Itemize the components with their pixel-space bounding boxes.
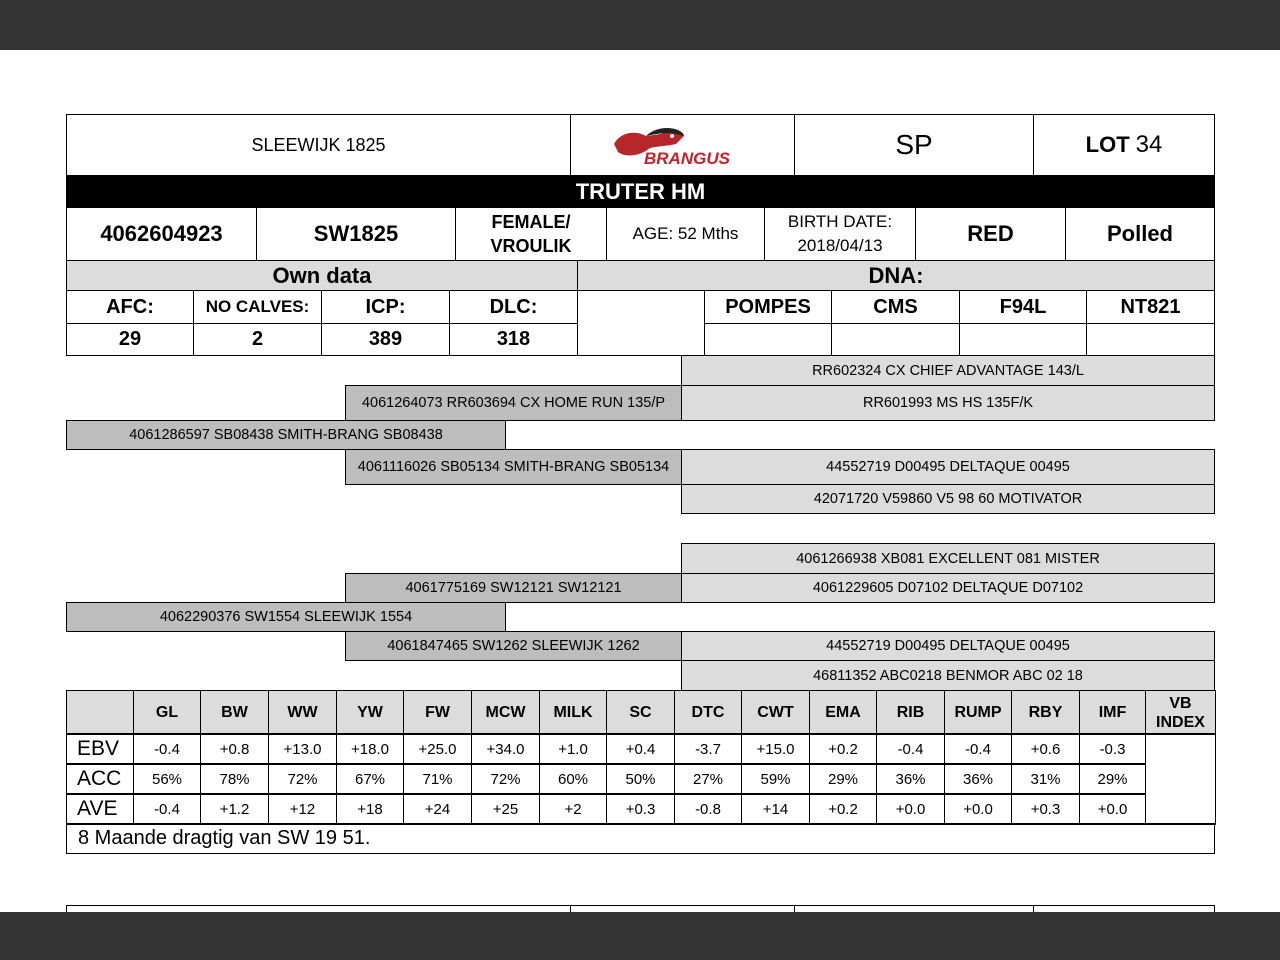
own-data-value [321, 323, 450, 356]
calves-value: 2 [251, 328, 264, 350]
lot-number: 34 [1135, 131, 1163, 158]
ebv-row-label: EBV [66, 733, 134, 765]
pedigree-dam-dam-dam [681, 660, 1215, 691]
dna-blank-cell [577, 290, 705, 356]
pedigree-text: 44552719 D00495 DELTAQUE 00495 [826, 638, 1070, 654]
dna-header [1086, 290, 1215, 324]
ebv-corner [66, 690, 134, 735]
ebv-row-label: ACC [66, 763, 134, 795]
animal-age-text: AGE: 52 Mths [632, 224, 739, 243]
ebv-value: +14 [741, 793, 810, 825]
pedigree-text: 4061286597 SB08438 SMITH-BRANG SB08438 [129, 427, 443, 443]
pedigree-dam [66, 602, 506, 632]
own-data-header [66, 290, 194, 324]
ebv-value: 56% [133, 763, 201, 795]
ebv-value: +1.0 [539, 733, 607, 765]
pedigree-text: 42071720 V59860 V5 98 60 MOTIVATOR [813, 491, 1083, 507]
ebv-value: +2 [539, 793, 607, 825]
ebv-value: +13.0 [268, 733, 337, 765]
animal-id [66, 207, 257, 261]
ebv-value: +25.0 [403, 733, 472, 765]
birth-date-cell [764, 207, 916, 261]
farm-name [66, 114, 571, 176]
pedigree-dam-sire [345, 573, 682, 603]
pedigree-sire-sire [345, 385, 682, 421]
owner-bar [66, 175, 1215, 208]
pedigree-text: 4061775169 SW12121 SW12121 [405, 580, 622, 596]
icp-header: ICP: [365, 295, 406, 318]
animal-id-text: 4062604923 [100, 221, 223, 246]
code-cell [794, 114, 1034, 176]
ebv-value: +0.8 [200, 733, 269, 765]
ebv-value: +25 [471, 793, 540, 825]
ebv-value: +0.0 [944, 793, 1012, 825]
ebv-header: DTC [674, 690, 742, 735]
animal-horn [1065, 207, 1215, 261]
ebv-header: CWT [741, 690, 810, 735]
pedigree-dam-sire-dam [681, 573, 1215, 603]
ebv-value: -0.4 [876, 733, 945, 765]
dlc-header: DLC: [489, 295, 538, 318]
ebv-value: +15.0 [741, 733, 810, 765]
ebv-header: FW [403, 690, 472, 735]
ebv-value: 29% [809, 763, 877, 795]
vb-line2: INDEX [1156, 713, 1205, 731]
afc-header: AFC: [106, 295, 154, 318]
animal-color-text: RED [967, 221, 1014, 246]
ebv-header: RBY [1011, 690, 1080, 735]
ebv-header: MILK [539, 690, 607, 735]
ebv-value: 71% [403, 763, 472, 795]
animal-age [606, 207, 765, 261]
own-data-header [193, 290, 322, 324]
animal-sex [455, 207, 607, 261]
own-data-header [449, 290, 578, 324]
pedigree-text: 4061847465 SW1262 SLEEWIJK 1262 [387, 638, 640, 654]
ebv-value: +18.0 [336, 733, 404, 765]
animal-tattoo [256, 207, 456, 261]
pedigree-sire-dam-dam [681, 484, 1215, 514]
pedigree-text: 4061116026 SB05134 SMITH-BRANG SB05134 [357, 459, 670, 475]
ebv-value: +1.2 [200, 793, 269, 825]
own-data-value [449, 323, 578, 356]
ebv-row-label: AVE [66, 793, 134, 825]
pedigree-text: 4061229605 D07102 DELTAQUE D07102 [812, 580, 1084, 596]
pedigree-text: 4061264073 RR603694 CX HOME RUN 135/P [361, 395, 666, 411]
top-bar [0, 0, 1280, 50]
pedigree-sire-sire-sire [681, 355, 1215, 386]
ebv-value: 72% [471, 763, 540, 795]
ebv-value: -0.4 [133, 733, 201, 765]
ebv-value: +24 [403, 793, 472, 825]
ebv-value: +18 [336, 793, 404, 825]
next-page-edge [66, 905, 1215, 912]
pedigree-text: 44552719 D00495 DELTAQUE 00495 [826, 459, 1070, 475]
ebv-value: -3.7 [674, 733, 742, 765]
dna-value [959, 323, 1087, 356]
afc-value: 29 [118, 328, 142, 350]
code-text: SP [895, 129, 933, 160]
ebv-value: +0.2 [809, 793, 877, 825]
pedigree-text: 4062290376 SW1554 SLEEWIJK 1554 [159, 609, 413, 625]
sex-line2: VROULIK [490, 236, 572, 256]
lot-cell [1033, 114, 1215, 176]
pedigree-text: 4061266938 XB081 EXCELLENT 081 MISTER [796, 550, 1100, 567]
birth-label: BIRTH DATE: [787, 212, 893, 231]
lot-label: LOT [1085, 132, 1130, 157]
dlc-value: 318 [496, 328, 531, 350]
icp-value: 389 [368, 328, 403, 350]
ebv-header: WW [268, 690, 337, 735]
dna-header [959, 290, 1087, 324]
dna-title [577, 260, 1215, 291]
farm-name-text: SLEEWIJK 1825 [251, 134, 386, 155]
pedigree-sire [66, 420, 506, 450]
note [66, 823, 1215, 854]
dna-f94l: F94L [999, 295, 1047, 318]
dna-cms: CMS [873, 295, 918, 318]
ebv-value: 72% [268, 763, 337, 795]
dna-value [704, 323, 832, 356]
ebv-header: GL [133, 690, 201, 735]
dna-header [831, 290, 960, 324]
ebv-value: +12 [268, 793, 337, 825]
ebv-value: -0.4 [133, 793, 201, 825]
vb-line1: VB [1169, 694, 1192, 712]
ebv-value: +0.0 [876, 793, 945, 825]
ebv-value: -0.8 [674, 793, 742, 825]
ebv-value: 29% [1079, 763, 1146, 795]
note-text: 8 Maande dragtig van SW 19 51. [78, 827, 371, 849]
bottom-bar [0, 912, 1280, 960]
pedigree-dam-dam [345, 631, 682, 661]
owner-name: TRUTER HM [575, 178, 706, 204]
brangus-logo [606, 122, 756, 168]
ebv-value: 78% [200, 763, 269, 795]
logo-cell [570, 114, 795, 176]
pedigree-sire-dam-sire [681, 449, 1215, 485]
pedigree-sire-sire-dam [681, 385, 1215, 421]
ebv-header: YW [336, 690, 404, 735]
ebv-value: -0.4 [944, 733, 1012, 765]
dna-header [704, 290, 832, 324]
animal-horn-text: Polled [1106, 221, 1173, 246]
ebv-value: +0.2 [809, 733, 877, 765]
ebv-value: 36% [876, 763, 945, 795]
ebv-header: SC [606, 690, 675, 735]
ebv-value: +0.3 [1011, 793, 1080, 825]
dna-title-text: DNA: [868, 262, 924, 288]
dna-nt821: NT821 [1120, 295, 1181, 318]
pedigree-sire-dam [345, 449, 682, 485]
ebv-value: 59% [741, 763, 810, 795]
ebv-header: RIB [876, 690, 945, 735]
ebv-value: -0.3 [1079, 733, 1146, 765]
own-data-value [193, 323, 322, 356]
animal-color [915, 207, 1066, 261]
dna-pompes: POMPES [725, 295, 811, 318]
own-data-header [321, 290, 450, 324]
pedigree-dam-dam-sire [681, 631, 1215, 661]
ebv-header: BW [200, 690, 269, 735]
ebv-value: 60% [539, 763, 607, 795]
ebv-vb-index-value [1145, 733, 1216, 825]
ebv-header: RUMP [944, 690, 1012, 735]
sex-line1: FEMALE/ [491, 212, 571, 232]
animal-tattoo-text: SW1825 [313, 221, 399, 246]
calves-header: NO CALVES: [205, 297, 310, 316]
ebv-value: 50% [606, 763, 675, 795]
ebv-value: 27% [674, 763, 742, 795]
own-data-value [66, 323, 194, 356]
ebv-value: 31% [1011, 763, 1080, 795]
ebv-value: +0.3 [606, 793, 675, 825]
own-data-title-text: Own data [272, 262, 372, 288]
ebv-header: MCW [471, 690, 540, 735]
dna-value [1086, 323, 1215, 356]
pedigree-text: 46811352 ABC0218 BENMOR ABC 02 18 [813, 667, 1083, 684]
ebv-value: +0.6 [1011, 733, 1080, 765]
ebv-vb-index-header [1145, 690, 1216, 735]
ebv-value: +0.0 [1079, 793, 1146, 825]
pedigree-text: RR601993 MS HS 135F/K [862, 395, 1034, 411]
ebv-header: EMA [809, 690, 877, 735]
ebv-header: IMF [1079, 690, 1146, 735]
ebv-value: 67% [336, 763, 404, 795]
ebv-value: +34.0 [471, 733, 540, 765]
birth-date: 2018/04/13 [797, 236, 883, 255]
own-data-title [66, 260, 578, 291]
ebv-value: +0.4 [606, 733, 675, 765]
pedigree-dam-sire-sire [681, 543, 1215, 574]
pedigree-text: RR602324 CX CHIEF ADVANTAGE 143/L [812, 362, 1084, 379]
logo-text: BRANGUS [644, 149, 730, 168]
dna-value [831, 323, 960, 356]
ebv-value: 36% [944, 763, 1012, 795]
